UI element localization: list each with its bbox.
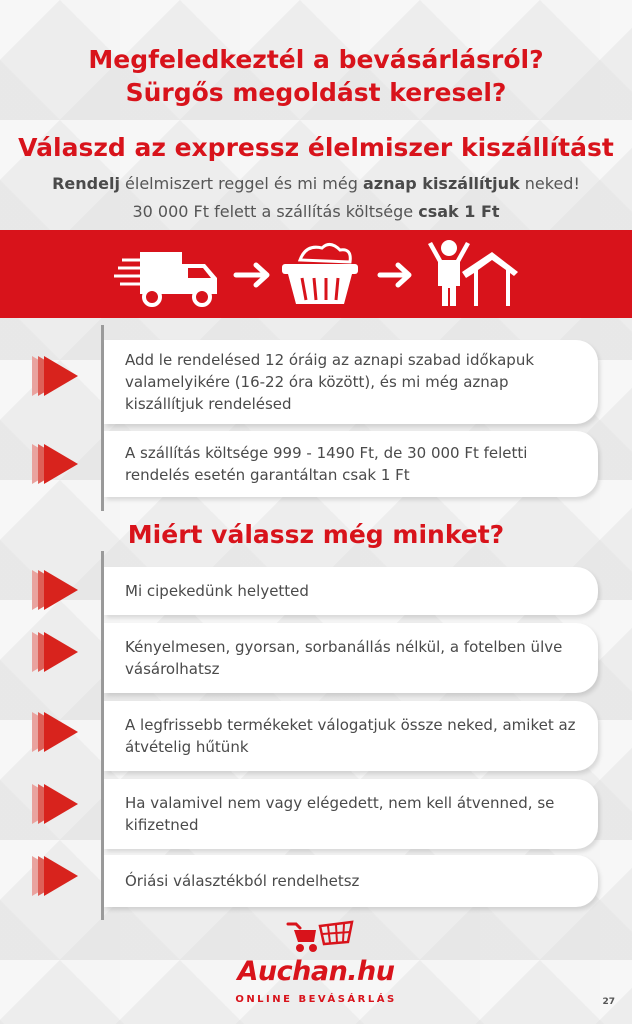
delivery-truck-icon xyxy=(114,252,217,305)
delivery-process-banner xyxy=(0,230,632,318)
step-card-2 xyxy=(104,431,598,497)
headline-line-2: Sürgős megoldást keresel? xyxy=(125,78,507,107)
sub1-text-1: élelmiszert reggel és mi még xyxy=(119,174,363,193)
play-arrow-icon xyxy=(30,708,78,756)
reason-card-3 xyxy=(104,701,598,771)
section1-subtitle-2 xyxy=(0,201,632,223)
play-arrow-icon xyxy=(30,628,78,676)
play-arrow-icon xyxy=(30,780,78,828)
headline-line-1: Megfeledkeztél a bevásárlásról? xyxy=(88,45,544,74)
step-text-2: A szállítás költsége 999 - 1490 Ft, de 30 000 Ft feletti rendelés esetén garantáltan csak 1 Ft xyxy=(125,444,528,484)
section1-subtitle-1 xyxy=(0,173,632,195)
reason-text-1: Mi cipekedünk helyetted xyxy=(125,582,309,600)
arrow-right-icon xyxy=(380,265,409,285)
step-card-1 xyxy=(104,340,598,424)
person-home-icon xyxy=(428,240,518,306)
step-text-1: Add le rendelésed 12 óráig az aznapi szabad időkapuk valamelyikére (16-22 óra között), és mi még aznap kiszállítjuk rendelésed xyxy=(125,351,535,413)
reason-text-2: Kényelmesen, gyorsan, sorbanállás nélkül, a fotelben ülve vásárolhatsz xyxy=(125,638,563,678)
shopping-cart-logo-icon xyxy=(286,918,354,954)
play-arrow-icon xyxy=(30,440,78,488)
shopping-basket-icon xyxy=(282,244,358,304)
reason-text-3: A legfrissebb termékeket válogatjuk össze neked, amiket az átvételig hűtünk xyxy=(125,716,576,756)
play-arrow-icon xyxy=(30,852,78,900)
reason-card-1 xyxy=(104,567,598,615)
section1-title: Válaszd az expressz élelmiszer kiszállítást xyxy=(18,133,614,162)
reason-text-5: Óriási választékból rendelhetsz xyxy=(125,872,360,890)
brand-logo-text: Auchan.hu xyxy=(237,956,395,987)
sub2-bold-1: csak 1 Ft xyxy=(418,202,500,221)
reason-card-5 xyxy=(104,855,598,907)
sub1-bold-2: aznap kiszállítjuk xyxy=(362,174,520,193)
reason-text-4: Ha valamivel nem vagy elégedett, nem kell átvenned, se kifizetned xyxy=(125,794,555,834)
section2-title: Miért válassz még minket? xyxy=(127,520,505,549)
reason-card-4 xyxy=(104,779,598,849)
reason-card-2 xyxy=(104,623,598,693)
sub1-bold-1: Rendelj xyxy=(52,174,120,193)
page-number: 27 xyxy=(602,997,615,1007)
play-arrow-icon xyxy=(30,566,78,614)
play-arrow-icon xyxy=(30,352,78,400)
sub1-text-2: neked! xyxy=(519,174,580,193)
brand-tagline: ONLINE BEVÁSÁRLÁS xyxy=(235,994,397,1005)
sub2-text-1: 30 000 Ft felett a szállítás költsége xyxy=(132,202,419,221)
arrow-right-icon xyxy=(236,265,267,285)
